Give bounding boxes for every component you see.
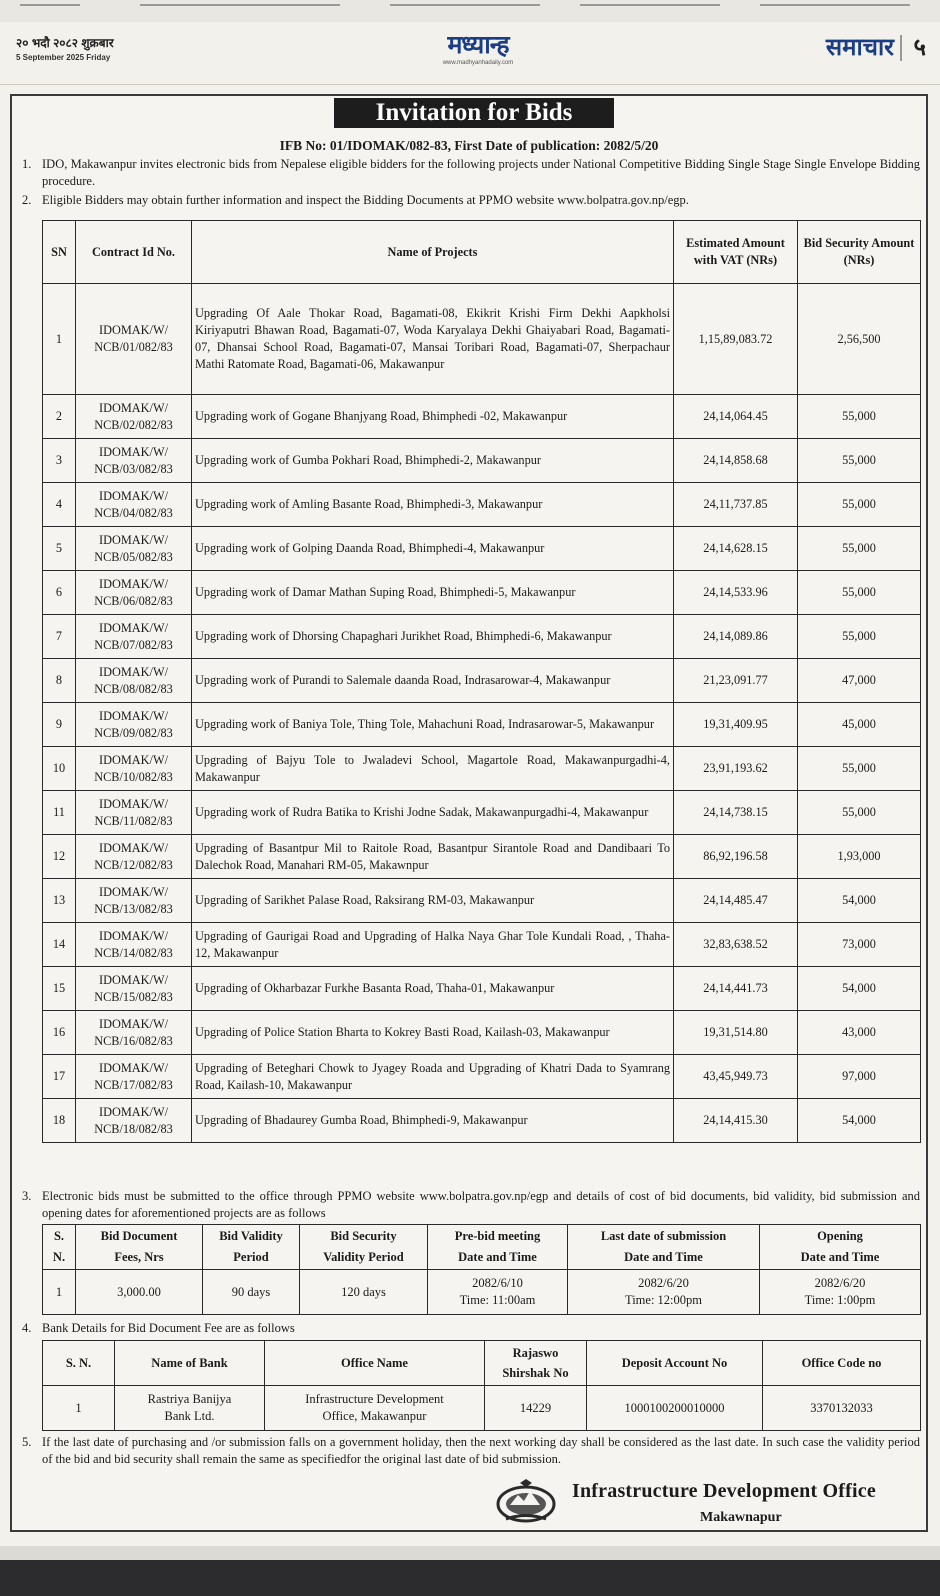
office-signature-location: Makawnapur: [700, 1510, 782, 1525]
cell-bid-security: 1,93,000: [798, 835, 921, 879]
cell-bid-security: 54,000: [798, 967, 921, 1011]
cell-contract-id: IDOMAK/W/ NCB/17/082/83: [76, 1055, 192, 1099]
newspaper-masthead: [0, 22, 940, 85]
table-row: [43, 1270, 921, 1315]
column-header: Bid Document Fees, Nrs: [76, 1225, 203, 1270]
cell-project-name: Upgrading work of Purandi to Salemale daanda Road, Indrasarowar-4, Makawanpur: [192, 659, 674, 703]
cell-estimate: 86,92,196.58: [674, 835, 798, 879]
cell-project-name: Upgrading of Bajyu Tole to Jwaladevi School, Magartole Road, Makawanpurgadhi-4, Makawanpur: [192, 747, 674, 791]
cell-account: 1000100200010000: [587, 1386, 763, 1431]
table-row: [43, 923, 921, 967]
clause-number: 4.: [22, 1321, 32, 1335]
cell-estimate: 24,14,089.86: [674, 615, 798, 659]
cell-sn: 7: [43, 615, 76, 659]
issue-date: [16, 34, 114, 62]
cell-bid-security: 54,000: [798, 1099, 921, 1143]
cell-sn: 16: [43, 1011, 76, 1055]
clause-number: 3.: [22, 1189, 32, 1203]
cell-sn: 5: [43, 527, 76, 571]
cell-sn: 11: [43, 791, 76, 835]
newspaper-logo: [428, 30, 528, 66]
cell-sn: 3: [43, 439, 76, 483]
cell-contract-id: IDOMAK/W/ NCB/03/082/83: [76, 439, 192, 483]
cell-bid-security: 55,000: [798, 571, 921, 615]
clause-number: 5.: [22, 1435, 32, 1449]
cell-bid-security: 55,000: [798, 747, 921, 791]
cell-submission: 2082/6/20 Time: 12:00pm: [568, 1270, 760, 1315]
cell-contract-id: IDOMAK/W/ NCB/06/082/83: [76, 571, 192, 615]
clause-text: IDO, Makawanpur invites electronic bids from Nepalese eligible bidders for the following projects under National Competitive Bidding Single Stage Single Envelope Bidding procedure.: [42, 157, 920, 188]
column-header: Bid Security Validity Period: [300, 1225, 428, 1270]
bank-details-table: [42, 1340, 921, 1431]
cell-bid-security: 97,000: [798, 1055, 921, 1099]
clause-text: Eligible Bidders may obtain further information and inspect the Bidding Documents at PPMO website www.bolpatra.gov.np/egp.: [42, 193, 689, 207]
bid-notice: [10, 94, 928, 1532]
cell-project-name: Upgrading of Okharbazar Furkhe Basanta Road, Thaha-01, Makawanpur: [192, 967, 674, 1011]
cell-bank: Rastriya Banijya Bank Ltd.: [115, 1386, 265, 1431]
cell-project-name: Upgrading of Bhadaurey Gumba Road, Bhimphedi-9, Makawanpur: [192, 1099, 674, 1143]
cell-sn: 4: [43, 483, 76, 527]
cell-bid-security: 47,000: [798, 659, 921, 703]
cell-bid-security: 55,000: [798, 439, 921, 483]
section-divider: [900, 35, 902, 61]
bid-schedule-table: [42, 1224, 921, 1315]
table-row: [43, 791, 921, 835]
column-header: Contract Id No.: [76, 221, 192, 284]
clause-5: [22, 1434, 920, 1468]
cell-project-name: Upgrading work of Amling Basante Road, Bhimphedi-3, Makawanpur: [192, 483, 674, 527]
page-number: ५: [913, 33, 926, 61]
cell-bid-security: 55,000: [798, 527, 921, 571]
cell-security-validity: 120 days: [300, 1270, 428, 1315]
table-header-row: [43, 1225, 921, 1270]
cell-project-name: Upgrading work of Gumba Pokhari Road, Bhimphedi-2, Makawanpur: [192, 439, 674, 483]
cell-estimate: 24,14,858.68: [674, 439, 798, 483]
logo-text: मध्यान्ह: [447, 30, 509, 59]
column-header: Opening Date and Time: [760, 1225, 921, 1270]
table-row: [43, 483, 921, 527]
cell-project-name: Upgrading work of Rudra Batika to Krishi Jodne Sadak, Makawanpurgadhi-4, Makawanpur: [192, 791, 674, 835]
cell-sn: 18: [43, 1099, 76, 1143]
table-row: [43, 747, 921, 791]
cell-contract-id: IDOMAK/W/ NCB/15/082/83: [76, 967, 192, 1011]
cell-validity: 90 days: [203, 1270, 300, 1315]
cell-project-name: Upgrading Of Aale Thokar Road, Bagamati-08, Ekikrit Krishi Firm Dekhi Aapkholsi Kiriyaputri Bhawan Road, Bagamati-07, Woda Karyalaya Dekhi Ghaiyabari Road, Bagamati-07, Dhansai School Road, Bagamati-07, Mansai Toribari Road, Bagamati-07, Sherpachaur Mathi Ratomate Road, Bagamati-06, Makawanpur: [192, 284, 674, 395]
cell-sn: 1: [43, 1270, 76, 1315]
clause-text: Bank Details for Bid Document Fee are as follows: [42, 1321, 295, 1335]
cell-sn: 6: [43, 571, 76, 615]
notice-title: Invitation for Bids: [334, 98, 614, 128]
column-header: Bid Security Amount (NRs): [798, 221, 921, 284]
column-header: Rajaswo Shirshak No: [485, 1341, 587, 1386]
cell-contract-id: IDOMAK/W/ NCB/01/082/83: [76, 284, 192, 395]
cell-bid-security: 45,000: [798, 703, 921, 747]
cell-estimate: 43,45,949.73: [674, 1055, 798, 1099]
cell-contract-id: IDOMAK/W/ NCB/13/082/83: [76, 879, 192, 923]
clause-3: [22, 1188, 920, 1222]
cell-contract-id: IDOMAK/W/ NCB/05/082/83: [76, 527, 192, 571]
cell-estimate: 24,14,533.96: [674, 571, 798, 615]
cell-estimate: 24,14,738.15: [674, 791, 798, 835]
cell-contract-id: IDOMAK/W/ NCB/12/082/83: [76, 835, 192, 879]
office-signature-name: Infrastructure Development Office: [572, 1480, 876, 1502]
table-row: [43, 659, 921, 703]
cell-contract-id: IDOMAK/W/ NCB/04/082/83: [76, 483, 192, 527]
column-header: Name of Bank: [115, 1341, 265, 1386]
cell-contract-id: IDOMAK/W/ NCB/10/082/83: [76, 747, 192, 791]
date-nepali: २० भदौ २०८२ शुक्रबार: [16, 36, 114, 50]
cell-estimate: 32,83,638.52: [674, 923, 798, 967]
table-row: [43, 1386, 921, 1431]
clause-text: Electronic bids must be submitted to the office through PPMO website www.bolpatra.gov.np/egp and details of cost of bid documents, bid validity, bid submission and opening dates for aforementioned projects are as follows: [42, 1189, 920, 1220]
column-header: S. N.: [43, 1341, 115, 1386]
column-header: Name of Projects: [192, 221, 674, 284]
table-row: [43, 615, 921, 659]
table-row: [43, 1011, 921, 1055]
cell-project-name: Upgrading of Beteghari Chowk to Jyagey Roada and Upgrading of Khatri Dada to Syamrang Road, Kailash-10, Makawanpur: [192, 1055, 674, 1099]
cell-estimate: 24,14,628.15: [674, 527, 798, 571]
clause-2: [22, 192, 920, 209]
cell-contract-id: IDOMAK/W/ NCB/02/082/83: [76, 395, 192, 439]
table-row: [43, 1099, 921, 1143]
clause-1: [22, 156, 920, 190]
cell-bid-security: 55,000: [798, 483, 921, 527]
table-row: [43, 967, 921, 1011]
cell-estimate: 21,23,091.77: [674, 659, 798, 703]
column-header: Office Code no: [763, 1341, 921, 1386]
cell-contract-id: IDOMAK/W/ NCB/16/082/83: [76, 1011, 192, 1055]
cell-bid-security: 2,56,500: [798, 284, 921, 395]
column-header: Deposit Account No: [587, 1341, 763, 1386]
table-row: [43, 284, 921, 395]
page-footer-margin: [0, 1546, 940, 1560]
column-header: Pre-bid meeting Date and Time: [428, 1225, 568, 1270]
cell-project-name: Upgrading of Basantpur Mil to Raitole Road, Basantpur Sirantole Road and Dandibaari To Dalechok Road, Manahari RM-05, Makawnpur: [192, 835, 674, 879]
cell-contract-id: IDOMAK/W/ NCB/07/082/83: [76, 615, 192, 659]
column-header: SN: [43, 221, 76, 284]
table-row: [43, 703, 921, 747]
cell-estimate: 24,14,485.47: [674, 879, 798, 923]
date-english: 5 September 2025 Friday: [16, 53, 111, 62]
column-header: Estimated Amount with VAT (NRs): [674, 221, 798, 284]
table-row: [43, 1055, 921, 1099]
logo-url: www.madhyanhadaily.com: [442, 60, 514, 66]
cell-sn: 13: [43, 879, 76, 923]
cell-estimate: 24,14,441.73: [674, 967, 798, 1011]
cell-office: Infrastructure Development Office, Makawanpur: [265, 1386, 485, 1431]
table-row: [43, 395, 921, 439]
cell-project-name: Upgrading of Police Station Bharta to Kokrey Basti Road, Kailash-03, Makawanpur: [192, 1011, 674, 1055]
clause-4: [22, 1320, 920, 1337]
cell-bid-security: 55,000: [798, 615, 921, 659]
cell-project-name: Upgrading work of Damar Mathan Suping Road, Bhimphedi-5, Makawanpur: [192, 571, 674, 615]
cell-estimate: 24,11,737.85: [674, 483, 798, 527]
cell-project-name: Upgrading of Gaurigai Road and Upgrading of Halka Naya Ghar Tole Kundali Road, , Thaha-12, Makawanpur: [192, 923, 674, 967]
cell-estimate: 24,14,415.30: [674, 1099, 798, 1143]
cell-bid-security: 43,000: [798, 1011, 921, 1055]
table-row: [43, 571, 921, 615]
previous-page-strip: [0, 0, 940, 22]
table-header-row: [43, 221, 921, 284]
cell-project-name: Upgrading work of Dhorsing Chapaghari Jurikhet Road, Bhimphedi-6, Makawanpur: [192, 615, 674, 659]
cell-project-name: Upgrading of Sarikhet Palase Road, Raksirang RM-03, Makawanpur: [192, 879, 674, 923]
table-row: [43, 835, 921, 879]
cell-estimate: 23,91,193.62: [674, 747, 798, 791]
projects-table: [42, 220, 921, 1143]
cell-estimate: 19,31,514.80: [674, 1011, 798, 1055]
cell-sn: 10: [43, 747, 76, 791]
cell-sn: 8: [43, 659, 76, 703]
column-header: Last date of submission Date and Time: [568, 1225, 760, 1270]
cell-contract-id: IDOMAK/W/ NCB/11/082/83: [76, 791, 192, 835]
column-header: Bid Validity Period: [203, 1225, 300, 1270]
cell-sn: 15: [43, 967, 76, 1011]
cell-estimate: 1,15,89,083.72: [674, 284, 798, 395]
cell-estimate: 24,14,064.45: [674, 395, 798, 439]
section-label: समाचार: [825, 33, 894, 61]
cell-bid-security: 73,000: [798, 923, 921, 967]
cell-project-name: Upgrading work of Golping Daanda Road, Bhimphedi-4, Makawanpur: [192, 527, 674, 571]
cell-project-name: Upgrading work of Baniya Tole, Thing Tole, Mahachuni Road, Indrasarowar-5, Makawanpur: [192, 703, 674, 747]
page-footer-bar: [0, 1560, 940, 1596]
table-header-row: [43, 1341, 921, 1386]
cell-fee: 3,000.00: [76, 1270, 203, 1315]
cell-bid-security: 54,000: [798, 879, 921, 923]
cell-opening: 2082/6/20 Time: 1:00pm: [760, 1270, 921, 1315]
column-header: S. N.: [43, 1225, 76, 1270]
cell-project-name: Upgrading work of Gogane Bhanjyang Road, Bhimphedi -02, Makawanpur: [192, 395, 674, 439]
clause-text: If the last date of purchasing and /or submission falls on a government holiday, then the next working day shall be considered as the last date. In such case the validity period of the bid and bid security shall remain the same as specifiedfor the original last date of bid submission.: [42, 1435, 920, 1466]
cell-sn: 1: [43, 284, 76, 395]
cell-estimate: 19,31,409.95: [674, 703, 798, 747]
cell-office-code: 3370132033: [763, 1386, 921, 1431]
clause-number: 1.: [22, 157, 32, 171]
cell-rajaswo: 14229: [485, 1386, 587, 1431]
table-row: [43, 439, 921, 483]
cell-sn: 2: [43, 395, 76, 439]
cell-sn: 1: [43, 1386, 115, 1431]
table-row: [43, 879, 921, 923]
cell-bid-security: 55,000: [798, 791, 921, 835]
cell-sn: 12: [43, 835, 76, 879]
table-row: [43, 527, 921, 571]
cell-contract-id: IDOMAK/W/ NCB/08/082/83: [76, 659, 192, 703]
column-header: Office Name: [265, 1341, 485, 1386]
clause-number: 2.: [22, 193, 32, 207]
cell-sn: 17: [43, 1055, 76, 1099]
ifb-line: IFB No: 01/IDOMAK/082-83, First Date of publication: 2082/5/20: [279, 138, 659, 153]
cell-bid-security: 55,000: [798, 395, 921, 439]
cell-contract-id: IDOMAK/W/ NCB/18/082/83: [76, 1099, 192, 1143]
cell-sn: 14: [43, 923, 76, 967]
cell-contract-id: IDOMAK/W/ NCB/09/082/83: [76, 703, 192, 747]
cell-prebid: 2082/6/10 Time: 11:00am: [428, 1270, 568, 1315]
government-emblem-icon: [494, 1478, 558, 1524]
cell-sn: 9: [43, 703, 76, 747]
cell-contract-id: IDOMAK/W/ NCB/14/082/83: [76, 923, 192, 967]
